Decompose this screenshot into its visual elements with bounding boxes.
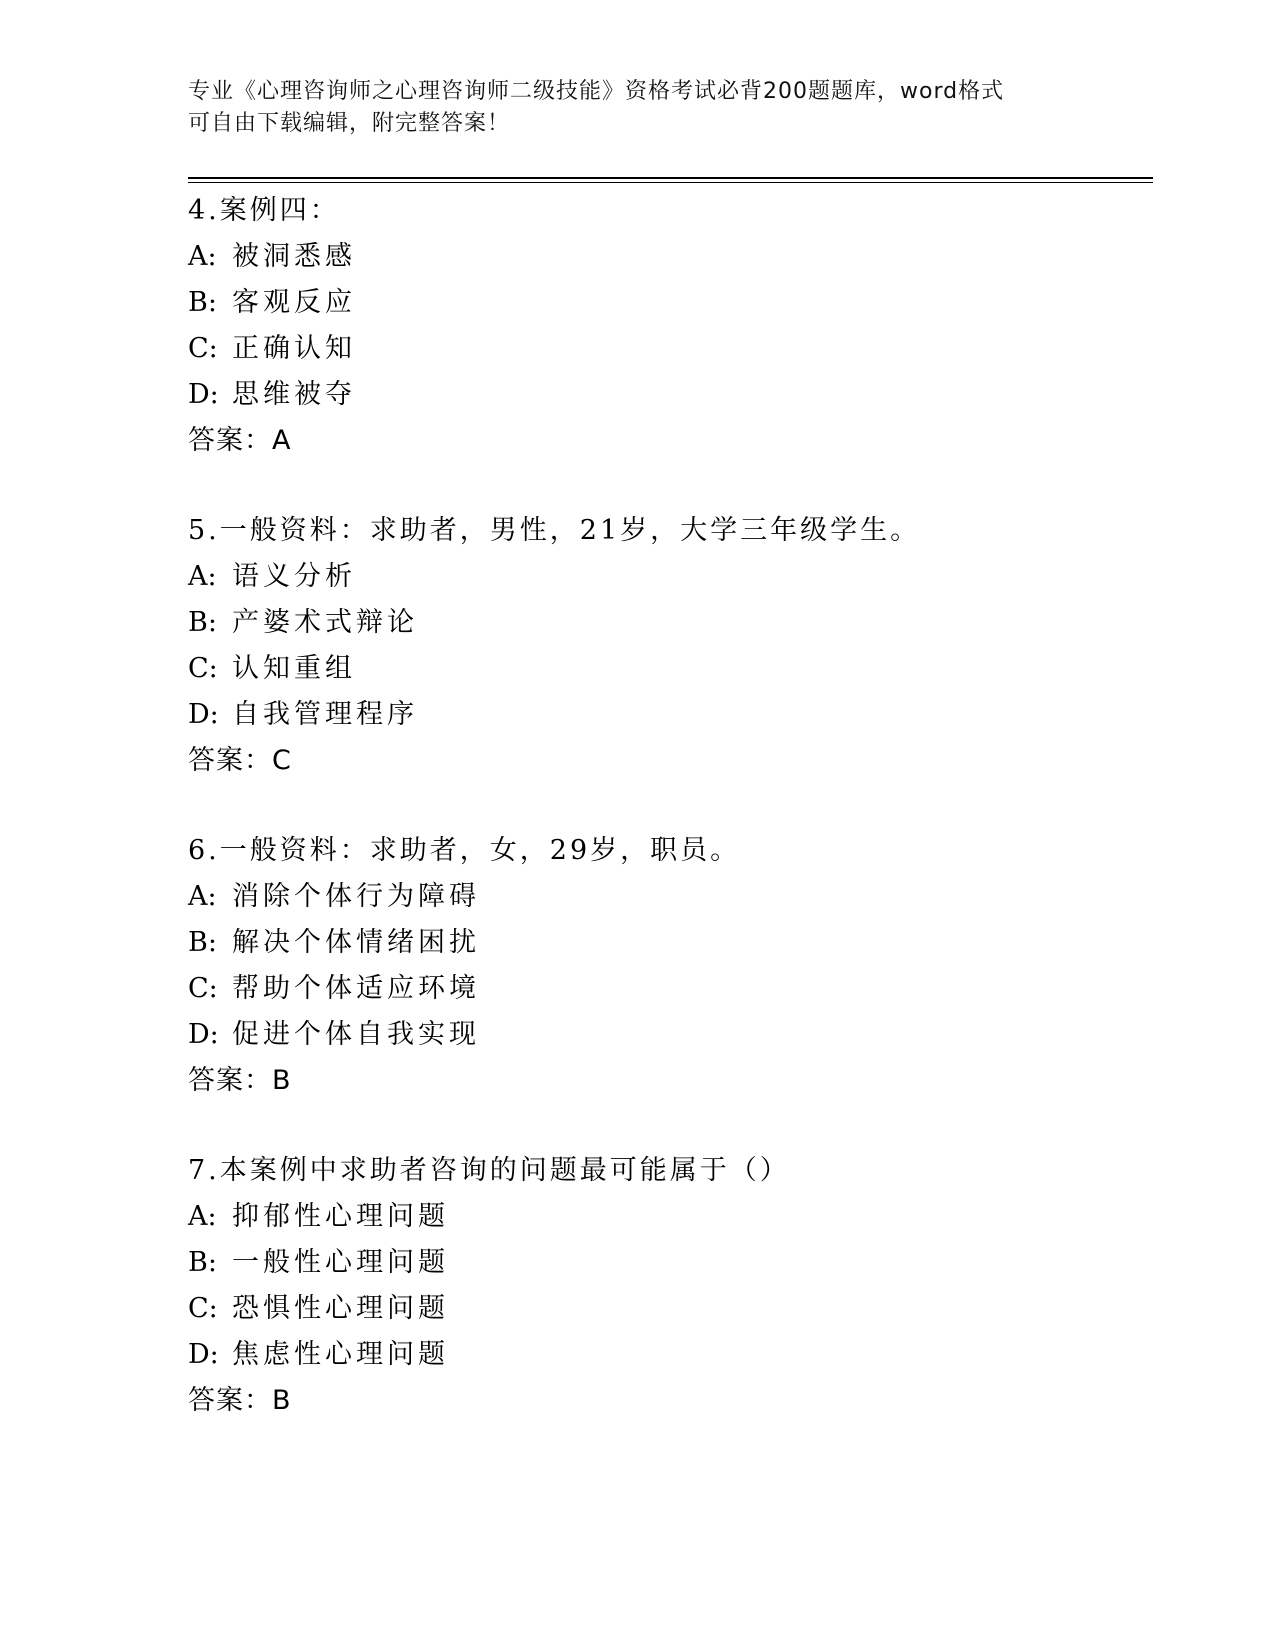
option-d: [188, 372, 1153, 418]
header-line-1: 专业《心理咨询师之心理咨询师二级技能》资格考试必背200题题库，word格式: [188, 79, 1005, 104]
option-key: D:: [188, 1019, 219, 1050]
header-divider: [188, 177, 1153, 183]
option-key: C:: [188, 653, 218, 684]
option-text: 客观反应: [232, 287, 356, 318]
option-b: [188, 1240, 1153, 1286]
answer: 答案：B: [188, 1385, 292, 1416]
option-key: B:: [188, 607, 217, 638]
option-key: A:: [188, 1201, 217, 1232]
option-b: [188, 600, 1153, 646]
question-title: 5.一般资料：求助者，男性，21岁，大学三年级学生。: [188, 515, 921, 546]
answer: 答案：B: [188, 1065, 292, 1096]
option-key: B:: [188, 927, 217, 958]
option-key: C:: [188, 973, 218, 1004]
option-text: 思维被夺: [232, 379, 356, 410]
option-text: 被洞悉感: [232, 241, 356, 272]
option-text: 促进个体自我实现: [232, 1019, 480, 1050]
option-key: B:: [188, 287, 217, 318]
question-list: [188, 188, 1153, 1468]
option-key: D:: [188, 379, 219, 410]
option-c: [188, 1286, 1153, 1332]
question-5: [188, 508, 1153, 784]
page-header: [188, 76, 1088, 140]
option-key: D:: [188, 1339, 219, 1370]
option-key: C:: [188, 1293, 218, 1324]
question-title: 7.本案例中求助者咨询的问题最可能属于（）: [188, 1155, 790, 1186]
option-text: 消除个体行为障碍: [232, 881, 480, 912]
option-text: 一般性心理问题: [232, 1247, 449, 1278]
option-key: B:: [188, 1247, 217, 1278]
option-text: 焦虑性心理问题: [232, 1339, 449, 1370]
option-a: [188, 234, 1153, 280]
option-key: C:: [188, 333, 218, 364]
option-a: [188, 1194, 1153, 1240]
option-text: 自我管理程序: [232, 699, 418, 730]
answer: 答案：C: [188, 745, 292, 776]
option-key: A:: [188, 881, 217, 912]
question-6: [188, 828, 1153, 1104]
question-4: [188, 188, 1153, 464]
option-c: [188, 966, 1153, 1012]
option-text: 恐惧性心理问题: [232, 1293, 449, 1324]
answer: 答案：A: [188, 425, 292, 456]
option-text: 语义分析: [232, 561, 356, 592]
option-b: [188, 920, 1153, 966]
question-title: 4.案例四：: [188, 195, 340, 226]
question-7: [188, 1148, 1153, 1424]
option-key: A:: [188, 561, 217, 592]
option-text: 正确认知: [232, 333, 356, 364]
option-a: [188, 554, 1153, 600]
option-a: [188, 874, 1153, 920]
option-d: [188, 692, 1153, 738]
option-text: 帮助个体适应环境: [232, 973, 480, 1004]
option-text: 解决个体情绪困扰: [232, 927, 480, 958]
option-b: [188, 280, 1153, 326]
option-c: [188, 646, 1153, 692]
header-line-2: 可自由下载编辑，附完整答案！: [188, 111, 511, 136]
option-key: D:: [188, 699, 219, 730]
question-title: 6.一般资料：求助者，女，29岁，职员。: [188, 835, 741, 866]
option-text: 认知重组: [232, 653, 356, 684]
option-key: A:: [188, 241, 217, 272]
option-d: [188, 1012, 1153, 1058]
option-text: 产婆术式辩论: [232, 607, 418, 638]
option-text: 抑郁性心理问题: [232, 1201, 449, 1232]
option-c: [188, 326, 1153, 372]
option-d: [188, 1332, 1153, 1378]
